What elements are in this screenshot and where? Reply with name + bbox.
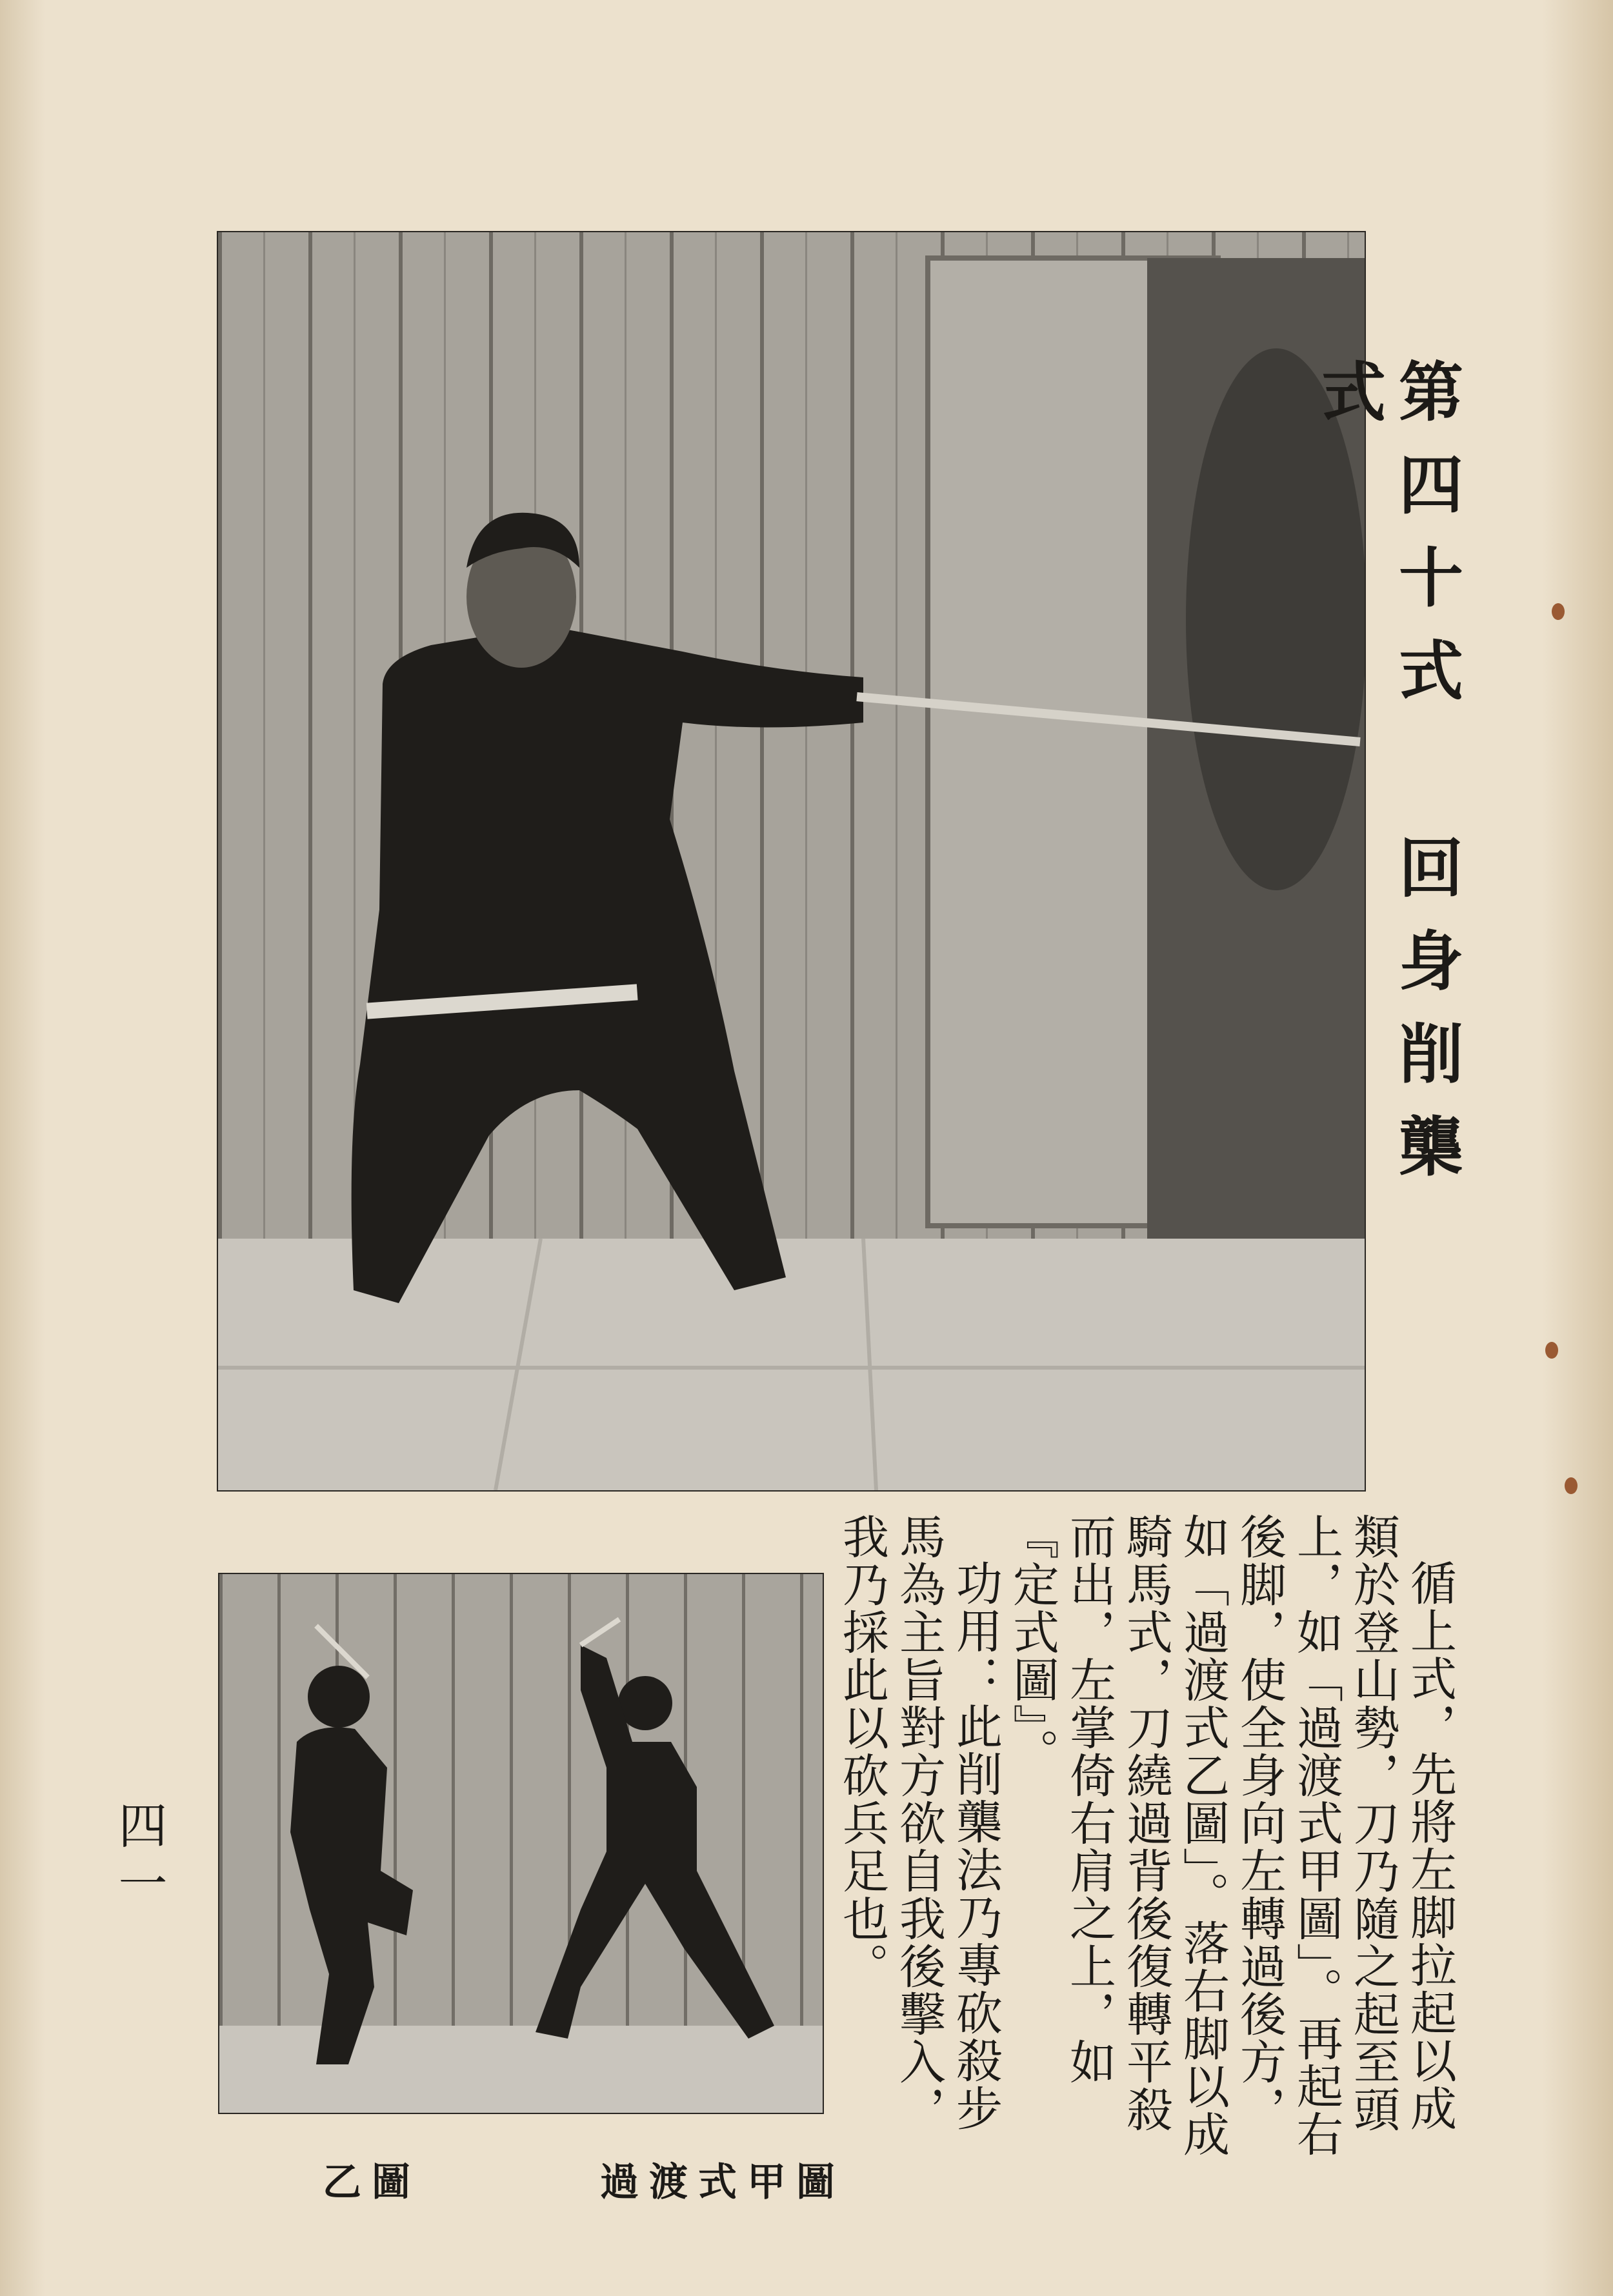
instruction-paragraph: 循上式，先將左脚拉起以成類於登山勢，刀乃隨之起至頭上，如「過渡式甲圖」。再起右後脚，使全身向左轉過後方，如「過渡式乙圖」。落右脚以成騎馬式，刀繞過背後復轉平殺而出，左掌倚右肩之上，如『定式圖』。 [1005, 1513, 1457, 2158]
figure-a-caption: 過渡式甲圖 [600, 2160, 845, 2205]
main-photograph [218, 232, 1365, 1490]
page-edge [0, 0, 45, 2296]
instruction-text [835, 1513, 1458, 2164]
foxing-spot [1552, 603, 1565, 620]
transition-figure-photograph [219, 1574, 823, 2113]
page-edge [1542, 0, 1613, 2296]
figure-b-caption: 乙圖 [323, 2160, 421, 2205]
section-title: 第四十式 回身削㰍式 [1310, 358, 1464, 1206]
foxing-spot [1565, 1477, 1578, 1494]
page-number: 四一 [110, 1800, 168, 1916]
foxing-spot [1545, 1342, 1558, 1359]
function-paragraph: 功用：此削㰍法乃專砍殺步馬為主旨對方欲自我後擊入，我乃採此以砍兵足也。 [835, 1513, 1003, 2133]
